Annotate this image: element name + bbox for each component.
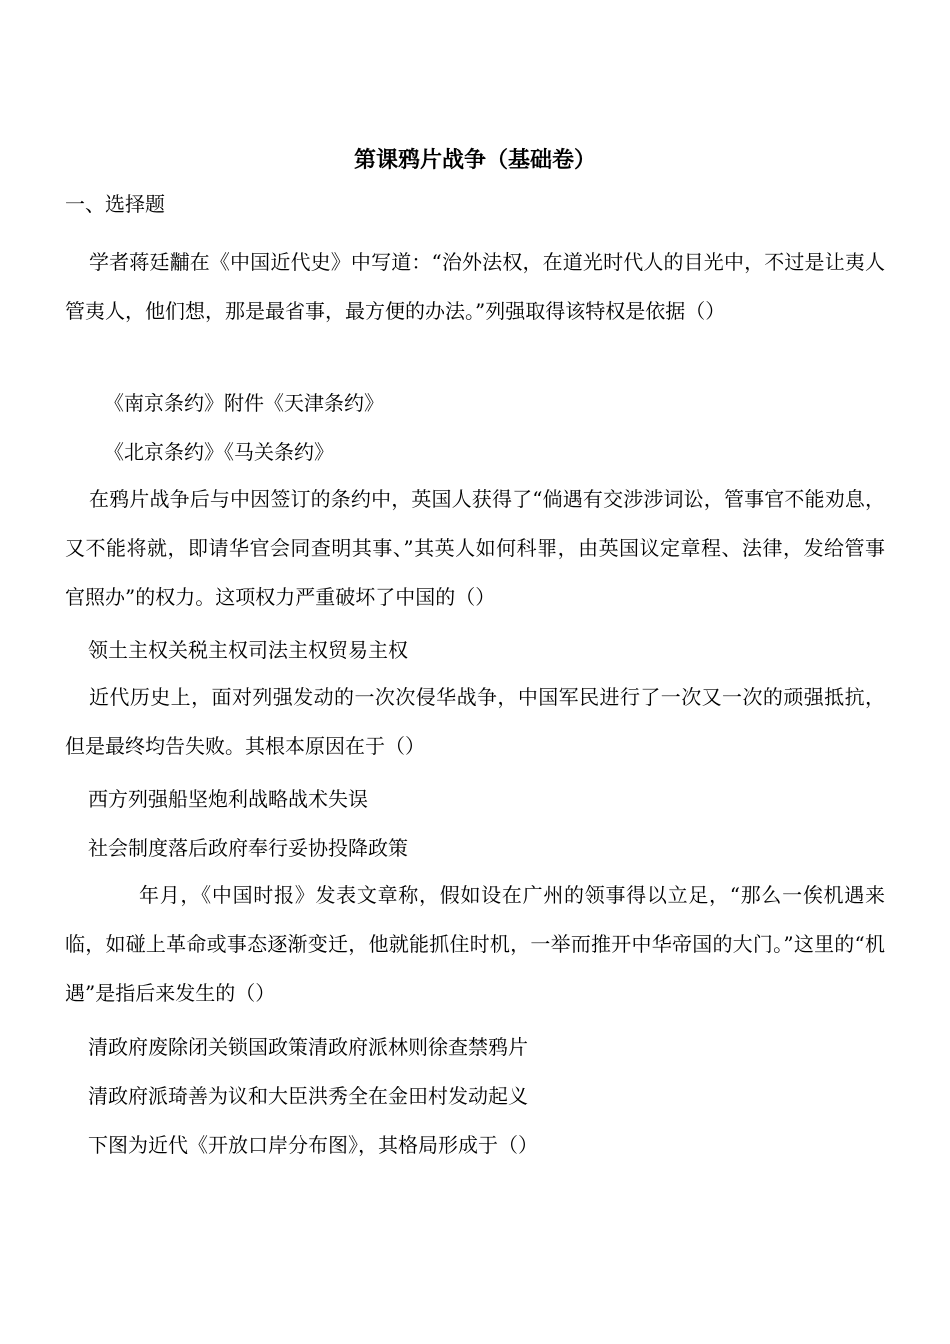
- question-3-options-line-2: 社会制度落后政府奉行妥协投降政策: [88, 836, 408, 860]
- question-1-options-line-2: 《北京条约》《马关条约》: [104, 440, 334, 464]
- question-3-options-line-1: 西方列强船坚炮利战略战术失误: [88, 787, 368, 811]
- question-4-options-line-2: 清政府派琦善为议和大臣洪秀全在金田村发动起义: [88, 1084, 528, 1108]
- question-2-options-line-1: 领土主权关税主权司法主权贸易主权: [88, 638, 408, 662]
- question-1-options-line-1: 《南京条约》附件《天津条约》: [104, 391, 384, 415]
- question-5-stem: 下图为近代《开放口岸分布图》，其格局形成于（）: [88, 1133, 538, 1157]
- document-title: 第课鸦片战争（基础卷）: [353, 148, 596, 173]
- question-4-options-line-1: 清政府废除闭关锁国政策清政府派林则徐查禁鸦片: [88, 1035, 528, 1059]
- question-3-stem: 近代历史上，面对列强发动的一次次侵华战争，中国军民进行了一次又一次的顽强抵抗，但是最终均告失败。其根本原因在于（）: [65, 685, 885, 758]
- question-1-stem: 学者蒋廷黼在《中国近代史》中写道：“治外法权，在道光时代人的目光中，不过是让夷人管夷人，他们想，那是最省事，最方便的办法。”列强取得该特权是依据（）: [65, 250, 885, 323]
- section-heading: 一、选择题: [65, 192, 165, 216]
- question-2-stem: 在鸦片战争后与中因签订的条约中，英国人获得了“倘遇有交涉涉词讼，管事官不能劝息，又不能将就，即请华官会同查明其事、”其英人如何科罪，由英国议定章程、法律，发给管事官照办”的权力。这项权力严重破坏了中国的（）: [65, 487, 885, 609]
- question-4-stem: 年月，《中国时报》发表文章称，假如设在广州的领事得以立足，“那么一俟机遇来临，如碰上革命或事态逐渐变迁，他就能抓住时机，一举而推开中华帝国的大门。”这里的“机遇”是指后来发生的（）: [65, 883, 885, 1005]
